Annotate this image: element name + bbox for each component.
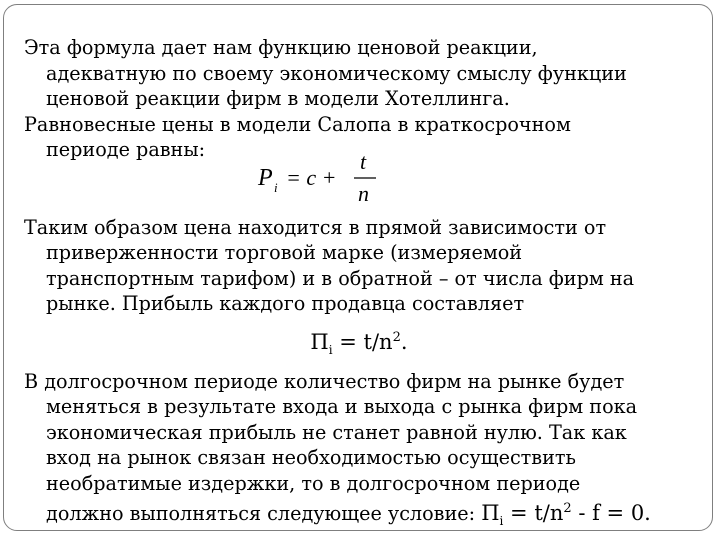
slide-content (24, 35, 694, 535)
paragraph-line: меняться в результате входа и выхода с рынка фирм пока (46, 395, 638, 419)
condition-tail: - f = 0. (571, 501, 651, 526)
price-formula (256, 137, 396, 213)
paragraph-price-dependence (24, 215, 694, 317)
formula-lhs-sub: i (274, 179, 278, 195)
profit-sub: i (328, 342, 333, 357)
profit-rhs: = t/n (332, 329, 393, 354)
formula-equals: = c + (286, 164, 337, 190)
formula-lhs: P (258, 164, 273, 191)
paragraph-line: рынке. Прибыль каждого продавца составляет (46, 292, 525, 315)
profit-end: . (400, 329, 408, 354)
paragraph-line: Таким образом цена находится в прямой зависимости от (24, 215, 607, 239)
profit-symbol: П (310, 329, 329, 354)
paragraph-line: вход на рынок связан необходимостью осуществить (46, 446, 576, 470)
paragraph-line: Равновесные цены в модели Салопа в краткосрочном (24, 112, 571, 136)
paragraph-hotelling (24, 35, 694, 112)
paragraph-long-run (24, 369, 694, 535)
slide-frame (3, 4, 713, 531)
paragraph-line: должно выполняться следующее условие: (46, 502, 476, 526)
paragraph-line: периоде равны: (46, 138, 206, 161)
paragraph-line: необратимые издержки, то в долгосрочном периоде (46, 471, 581, 495)
paragraph-line: ценовой реакции фирм в модели Хотеллинга. (46, 87, 510, 110)
condition-rhs: = t/n (503, 501, 564, 526)
paragraph-line: Эта формула дает нам функцию ценовой реакции, (24, 36, 538, 59)
condition-sup: 2 (563, 501, 572, 517)
profit-sup: 2 (392, 329, 401, 345)
paragraph-line: приверженности торговой марке (измеряемой (46, 241, 523, 264)
paragraph-line: В долгосрочном периоде количество фирм на рынке будет (24, 369, 625, 393)
formula-denominator: n (358, 180, 369, 206)
condition-sub: i (499, 514, 504, 529)
paragraph-line: транспортным тарифом) и в обратной – от числа фирм на (46, 266, 635, 290)
condition-formula (481, 501, 651, 529)
paragraph-line: адекватную по своему экономическому смыслу функции (46, 61, 627, 85)
profit-formula (24, 323, 694, 365)
paragraph-line: экономическая прибыль не станет равной нулю. Так как (46, 420, 627, 444)
formula-numerator: t (360, 148, 367, 174)
condition-symbol: П (481, 501, 500, 526)
